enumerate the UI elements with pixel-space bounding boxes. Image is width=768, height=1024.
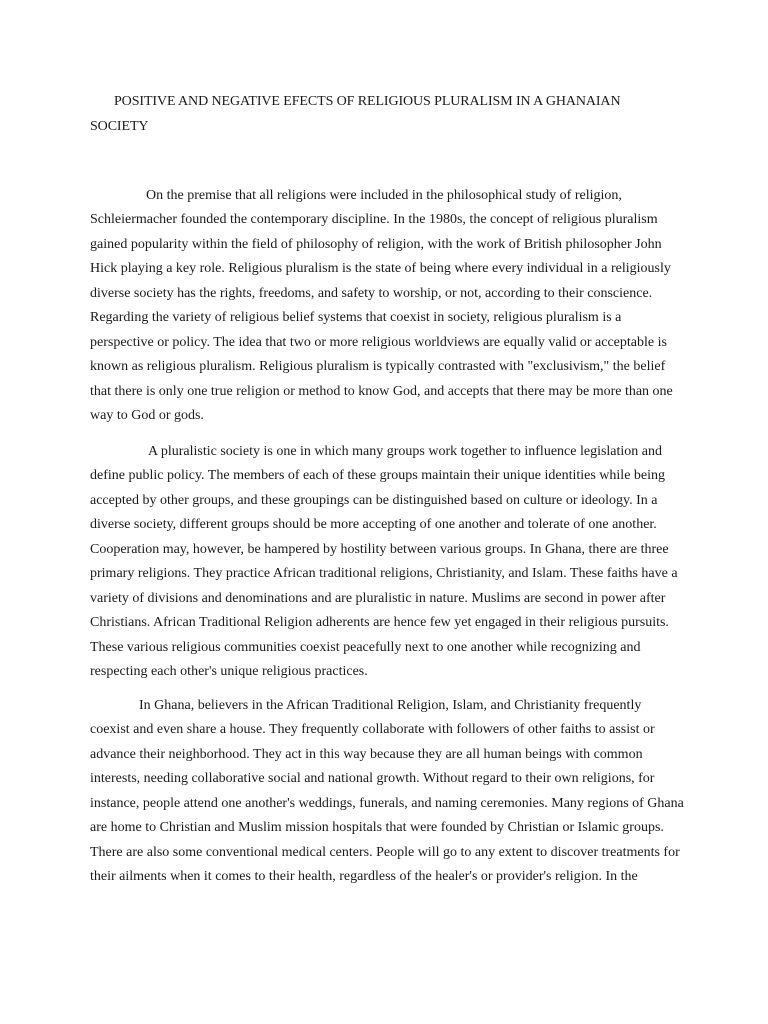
paragraph-line: are home to Christian and Muslim mission hospitals that were founded by Christian or Islamic groups. [90, 820, 664, 836]
paragraph-line: Hick playing a key role. Religious pluralism is the state of being where every individual in a religiously [90, 261, 671, 277]
paragraph-line: their ailments when it comes to their health, regardless of the healer's or provider's religion. In the [90, 869, 638, 885]
paragraph-line: gained popularity within the field of philosophy of religion, with the work of British philosopher John [90, 236, 662, 252]
title-line-2: SOCIETY [90, 119, 149, 134]
paragraph-line: A pluralistic society is one in which many groups work together to influence legislation and [148, 444, 663, 459]
paragraph-line: Christians. African Traditional Religion adherents are hence few yet engaged in their religious pursuits. [90, 615, 669, 631]
paragraph-2 [90, 440, 688, 685]
paragraph-line: Cooperation may, however, be hampered by hostility between various groups. In Ghana, there are three [90, 541, 669, 557]
paragraph-line: primary religions. They practice African traditional religions, Christianity, and Islam. These faiths have a [90, 566, 678, 582]
paragraph-line: diverse society, different groups should be more accepting of one another and tolerate of one another. [90, 517, 657, 533]
paragraph-3 [90, 694, 688, 890]
paragraph-line: diverse society has the rights, freedoms, and safety to worship, or not, according to their conscience. [90, 285, 653, 301]
paragraph-line: perspective or policy. The idea that two or more religious worldviews are equally valid or acceptable is [90, 334, 667, 350]
paragraph-line: On the premise that all religions were included in the philosophical study of religion, [146, 188, 622, 203]
paragraph-line: There are also some conventional medical centers. People will go to any extent to discover treatments for [90, 844, 680, 860]
paragraph-line: Schleiermacher founded the contemporary discipline. In the 1980s, the concept of religious pluralism [90, 212, 658, 228]
paragraph-line: These various religious communities coexist peacefully next to one another while recognizing and [90, 639, 641, 655]
paragraph-line: accepted by other groups, and these groupings can be distinguished based on culture or ideology. In a [90, 492, 658, 508]
paragraph-line: variety of divisions and denominations and are pluralistic in nature. Muslims are second in power after [90, 590, 666, 606]
paragraph-line: known as religious pluralism. Religious pluralism is typically contrasted with "exclusivism," the belief [90, 359, 666, 375]
paragraph-line: instance, people attend one another's weddings, funerals, and naming ceremonies. Many regions of Ghana [90, 795, 684, 811]
paragraph-line: that there is only one true religion or method to know God, and accepts that there may be more than one [90, 383, 673, 399]
paragraph-line: respecting each other's unique religious practices. [90, 664, 368, 680]
paragraph-line: interests, needing collaborative social and national growth. Without regard to their own religions, for [90, 771, 655, 787]
paragraph-line: In Ghana, believers in the African Traditional Religion, Islam, and Christianity frequently [139, 698, 642, 713]
paragraph-line: way to God or gods. [90, 408, 204, 424]
paragraph-1 [90, 184, 688, 429]
paragraph-line: Regarding the variety of religious belief systems that coexist in society, religious pluralism is a [90, 310, 622, 326]
paragraph-line: coexist and even share a house. They frequently collaborate with followers of other faiths to assist or [90, 722, 655, 738]
paragraph-line: advance their neighborhood. They act in this way because they are all human beings with common [90, 746, 643, 762]
title-line-1: POSITIVE AND NEGATIVE EFECTS OF RELIGIOUS PLURALISM IN A GHANAIAN [114, 94, 621, 109]
paragraph-line: define public policy. The members of each of these groups maintain their unique identities while being [90, 468, 666, 484]
document-title [90, 89, 690, 139]
